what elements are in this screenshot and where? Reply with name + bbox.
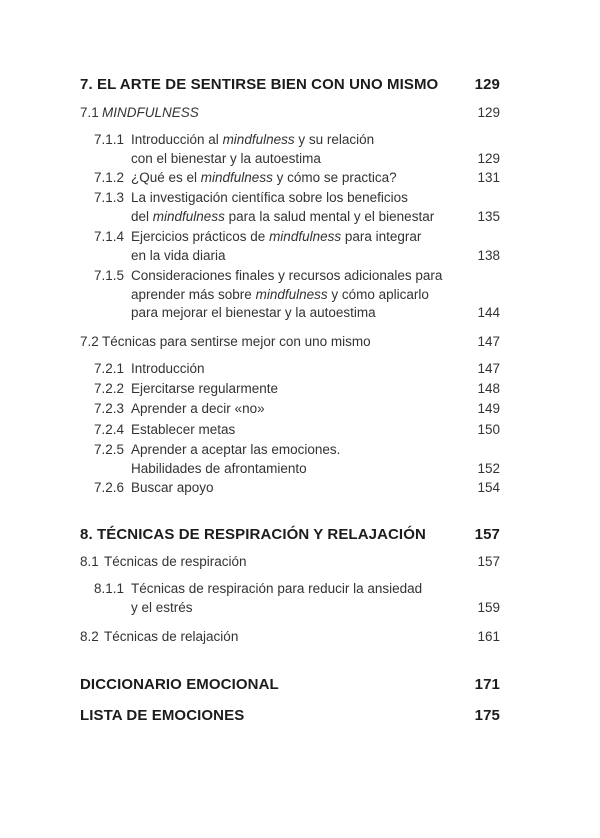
subsection-title: Introducción <box>131 361 205 376</box>
subsection-number: 7.1.4 <box>94 229 125 244</box>
chapter-8-page: 157 <box>474 526 500 543</box>
subsection-page: 135 <box>477 208 500 224</box>
chapter-8-title: 8. TÉCNICAS DE RESPIRACIÓN Y RELAJACIÓN <box>80 526 426 543</box>
subsection-page: 144 <box>477 305 500 320</box>
subsection-title-line-2: del mindfulness para la salud mental y el bienestar <box>131 208 435 224</box>
appendix-title: LISTA DE EMOCIONES <box>80 707 245 724</box>
section-number: 8.2 <box>80 629 99 644</box>
subsection-title: Ejercitarse regularmente <box>131 381 279 396</box>
subsection-number: 7.1.1 <box>94 132 125 147</box>
subsection-page: 150 <box>477 422 500 437</box>
subsection-number: 7.2.2 <box>94 381 125 396</box>
section-title: Técnicas de respiración <box>104 554 247 569</box>
section-title: Técnicas de relajación <box>104 629 239 644</box>
subsection-page: 138 <box>477 247 500 263</box>
section-page: 129 <box>477 105 500 120</box>
subsection-title-line-1: Aprender a aceptar las emociones. <box>131 442 341 457</box>
subsection-page: 154 <box>477 480 500 495</box>
subsection-page: 147 <box>477 361 500 376</box>
subsection-number: 7.2.1 <box>94 361 125 376</box>
subsection-title-line-1: La investigación científica sobre los beneficios <box>131 190 408 205</box>
subsection-title: Aprender a decir «no» <box>131 401 265 416</box>
section-page: 161 <box>477 629 500 644</box>
subsection-title-line-1: ¿Qué es el mindfulness y cómo se practica? <box>131 170 397 185</box>
section-page: 157 <box>477 554 500 569</box>
subsection-title: Buscar apoyo <box>131 480 214 495</box>
chapter-7-page: 129 <box>474 76 500 93</box>
subsection-title-line-2: aprender más sobre mindfulness y cómo aplicarlo <box>131 286 429 302</box>
section-number: 7.2 <box>80 334 99 349</box>
subsection-title-line-3: para mejorar el bienestar y la autoestima <box>131 305 376 320</box>
appendix-title: DICCIONARIO EMOCIONAL <box>80 676 279 693</box>
subsection-page: 152 <box>477 460 500 476</box>
subsection-title-line-2: y el estrés <box>131 599 193 615</box>
subsection-number: 7.2.4 <box>94 422 125 437</box>
appendix-page: 171 <box>474 676 500 693</box>
section-number: 8.1 <box>80 554 99 569</box>
subsection-page: 148 <box>477 381 500 396</box>
subsection-title: Establecer metas <box>131 422 236 437</box>
subsection-title-line-2: en la vida diaria <box>131 247 226 263</box>
subsection-number: 7.2.6 <box>94 480 125 495</box>
subsection-number: 7.1.2 <box>94 170 125 185</box>
subsection-title-line-2: Habilidades de afrontamiento <box>131 460 307 476</box>
section-title: Técnicas para sentirse mejor con uno mismo <box>102 334 371 349</box>
subsection-page: 159 <box>477 599 500 615</box>
section-title: MINDFULNESS <box>102 105 199 120</box>
subsection-page: 131 <box>477 170 500 185</box>
section-number: 7.1 <box>80 105 99 120</box>
subsection-number: 7.1.5 <box>94 268 125 283</box>
section-page: 147 <box>477 334 500 349</box>
subsection-title-line-1: Introducción al mindfulness y su relación <box>131 132 375 147</box>
subsection-title-line-1: Ejercicios prácticos de mindfulness para integrar <box>131 229 422 244</box>
subsection-title-line-1: Técnicas de respiración para reducir la ansiedad <box>131 581 423 596</box>
subsection-number: 8.1.1 <box>94 581 125 596</box>
subsection-title-line-1: Consideraciones finales y recursos adicionales para <box>131 268 443 283</box>
subsection-number: 7.2.3 <box>94 401 125 416</box>
subsection-number: 7.1.3 <box>94 190 125 205</box>
subsection-page: 149 <box>477 401 500 416</box>
subsection-page: 129 <box>477 150 500 166</box>
chapter-7-title: 7. EL ARTE DE SENTIRSE BIEN CON UNO MISMO <box>80 76 439 93</box>
appendix-page: 175 <box>474 707 500 724</box>
subsection-title-line-2: con el bienestar y la autoestima <box>131 150 321 166</box>
subsection-number: 7.2.5 <box>94 442 125 457</box>
